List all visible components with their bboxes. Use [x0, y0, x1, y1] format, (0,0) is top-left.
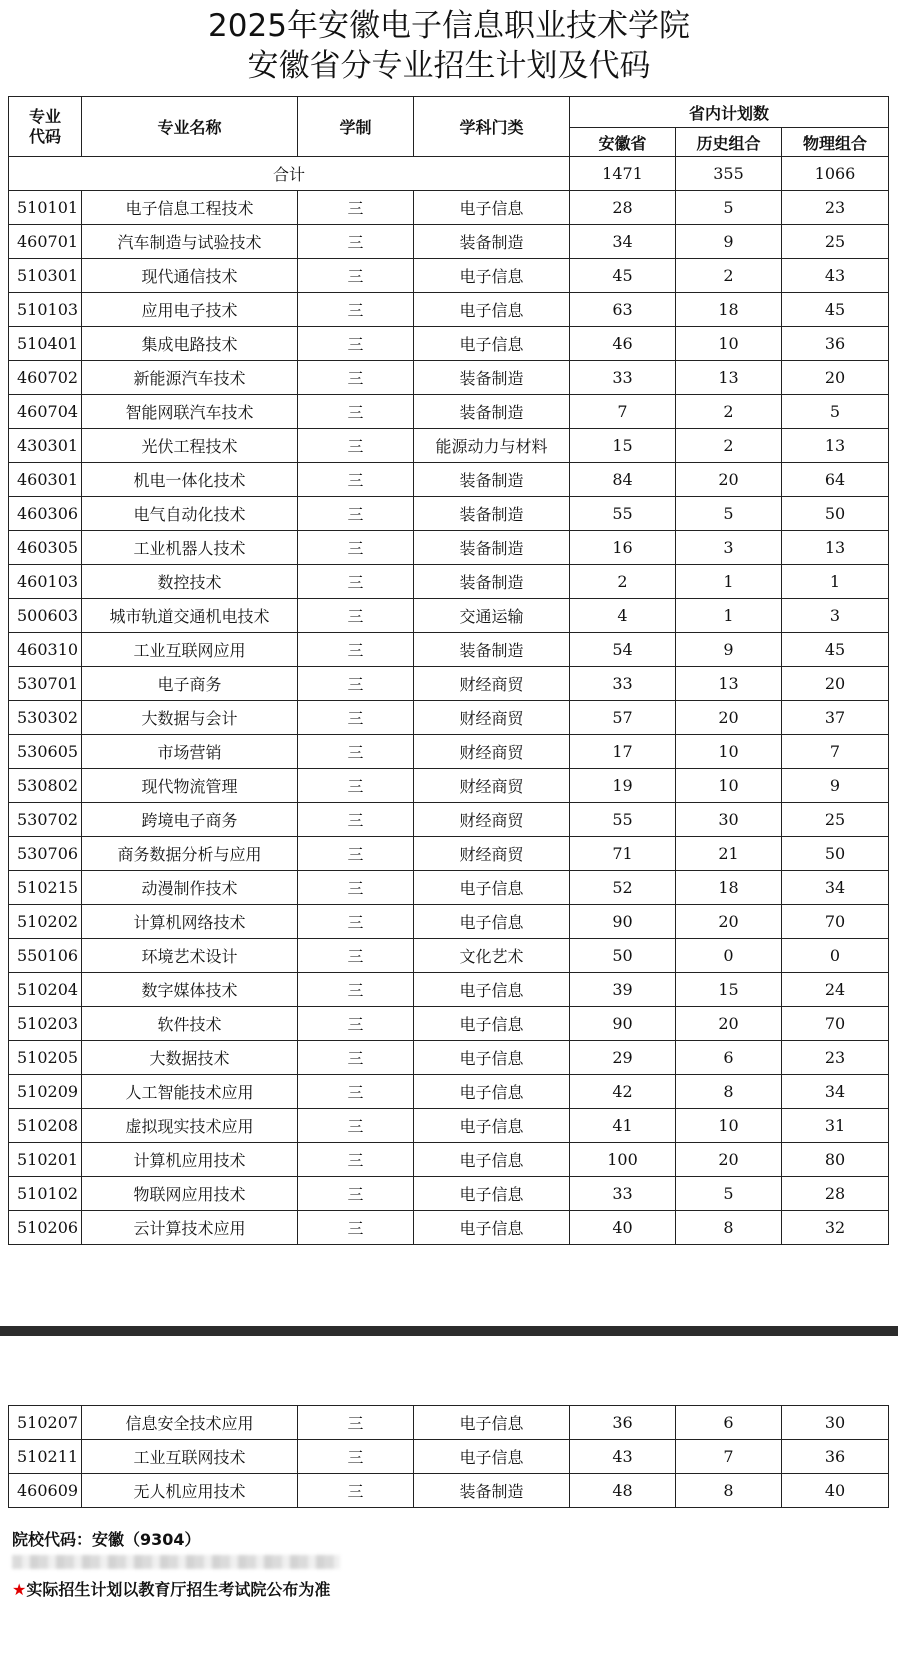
cell-category: 能源动力与材料 [414, 429, 570, 463]
cell-category: 装备制造 [414, 463, 570, 497]
header-plan-group: 省内计划数 [570, 97, 889, 128]
cell-category: 电子信息 [414, 1109, 570, 1143]
cell-years: 三 [298, 905, 414, 939]
cell-code: 510102 [9, 1177, 82, 1211]
cell-history: 20 [676, 463, 782, 497]
cell-code: 510207 [9, 1406, 82, 1440]
cell-code: 510205 [9, 1041, 82, 1075]
header-category: 学科门类 [414, 97, 570, 157]
cell-category: 电子信息 [414, 1406, 570, 1440]
cell-category: 交通运输 [414, 599, 570, 633]
cell-years: 三 [298, 1075, 414, 1109]
cell-years: 三 [298, 1474, 414, 1508]
cell-category: 电子信息 [414, 259, 570, 293]
cell-physics: 23 [782, 1041, 889, 1075]
cell-anhui: 33 [570, 361, 676, 395]
cell-history: 2 [676, 429, 782, 463]
cell-code: 530802 [9, 769, 82, 803]
table-row [9, 905, 889, 939]
cell-category: 电子信息 [414, 1177, 570, 1211]
cell-category: 财经商贸 [414, 735, 570, 769]
table-row [9, 837, 889, 871]
table-row [9, 701, 889, 735]
cell-major-name: 市场营销 [82, 735, 298, 769]
header-years: 学制 [298, 97, 414, 157]
cell-physics: 45 [782, 293, 889, 327]
cell-years: 三 [298, 1109, 414, 1143]
cell-physics: 70 [782, 905, 889, 939]
total-history: 355 [676, 157, 782, 191]
cell-years: 三 [298, 1143, 414, 1177]
cell-years: 三 [298, 973, 414, 1007]
disclaimer-text: 实际招生计划以教育厅招生考试院公布为准 [26, 1580, 331, 1599]
cell-anhui: 2 [570, 565, 676, 599]
cell-major-name: 汽车制造与试验技术 [82, 225, 298, 259]
cell-major-name: 计算机网络技术 [82, 905, 298, 939]
cell-major-name: 智能网联汽车技术 [82, 395, 298, 429]
cell-history: 7 [676, 1440, 782, 1474]
cell-category: 装备制造 [414, 1474, 570, 1508]
cell-category: 装备制造 [414, 225, 570, 259]
cell-code: 530706 [9, 837, 82, 871]
cell-physics: 20 [782, 361, 889, 395]
cell-physics: 40 [782, 1474, 889, 1508]
cell-anhui: 4 [570, 599, 676, 633]
cell-years: 三 [298, 191, 414, 225]
cell-anhui: 43 [570, 1440, 676, 1474]
cell-code: 510211 [9, 1440, 82, 1474]
cell-category: 电子信息 [414, 1143, 570, 1177]
cell-history: 9 [676, 633, 782, 667]
cell-history: 20 [676, 1143, 782, 1177]
cell-history: 9 [676, 225, 782, 259]
cell-anhui: 71 [570, 837, 676, 871]
cell-history: 1 [676, 599, 782, 633]
cell-code: 460310 [9, 633, 82, 667]
cell-physics: 25 [782, 803, 889, 837]
cell-anhui: 84 [570, 463, 676, 497]
table-row [9, 1041, 889, 1075]
cell-history: 20 [676, 1007, 782, 1041]
table-row [9, 1007, 889, 1041]
cell-years: 三 [298, 395, 414, 429]
cell-history: 1 [676, 565, 782, 599]
cell-code: 510401 [9, 327, 82, 361]
cell-major-name: 现代物流管理 [82, 769, 298, 803]
cell-years: 三 [298, 769, 414, 803]
cell-physics: 80 [782, 1143, 889, 1177]
cell-anhui: 33 [570, 667, 676, 701]
cell-anhui: 17 [570, 735, 676, 769]
table-row [9, 973, 889, 1007]
table-row [9, 803, 889, 837]
cell-major-name: 工业互联网应用 [82, 633, 298, 667]
cell-history: 3 [676, 531, 782, 565]
document-title-line2: 安徽省分专业招生计划及代码 [247, 48, 651, 84]
cell-anhui: 100 [570, 1143, 676, 1177]
table-row [9, 1211, 889, 1245]
table-row [9, 531, 889, 565]
cell-physics: 9 [782, 769, 889, 803]
cell-history: 6 [676, 1406, 782, 1440]
table-row [9, 735, 889, 769]
star-icon: ★ [12, 1580, 27, 1599]
table-row [9, 1143, 889, 1177]
cell-major-name: 机电一体化技术 [82, 463, 298, 497]
cell-years: 三 [298, 429, 414, 463]
cell-code: 510203 [9, 1007, 82, 1041]
cell-physics: 28 [782, 1177, 889, 1211]
cell-history: 10 [676, 769, 782, 803]
cell-major-name: 大数据与会计 [82, 701, 298, 735]
cell-category: 文化艺术 [414, 939, 570, 973]
table-row [9, 463, 889, 497]
cell-history: 10 [676, 735, 782, 769]
cell-code: 510103 [9, 293, 82, 327]
cell-history: 6 [676, 1041, 782, 1075]
table-row [9, 1440, 889, 1474]
cell-physics: 64 [782, 463, 889, 497]
cell-category: 财经商贸 [414, 803, 570, 837]
cell-physics: 50 [782, 837, 889, 871]
cell-history: 5 [676, 191, 782, 225]
table-row [9, 395, 889, 429]
cell-history: 2 [676, 259, 782, 293]
cell-category: 电子信息 [414, 973, 570, 1007]
cell-history: 8 [676, 1474, 782, 1508]
cell-code: 460103 [9, 565, 82, 599]
cell-code: 510201 [9, 1143, 82, 1177]
cell-physics: 34 [782, 871, 889, 905]
cell-anhui: 15 [570, 429, 676, 463]
cell-major-name: 数字媒体技术 [82, 973, 298, 1007]
table-row [9, 565, 889, 599]
table-row [9, 361, 889, 395]
cell-code: 510204 [9, 973, 82, 1007]
cell-major-name: 环境艺术设计 [82, 939, 298, 973]
cell-physics: 13 [782, 429, 889, 463]
header-history: 历史组合 [676, 128, 782, 157]
cell-physics: 23 [782, 191, 889, 225]
table-row [9, 633, 889, 667]
cell-anhui: 55 [570, 803, 676, 837]
cell-code: 510215 [9, 871, 82, 905]
table-row [9, 1177, 889, 1211]
cell-anhui: 28 [570, 191, 676, 225]
cell-anhui: 19 [570, 769, 676, 803]
cell-anhui: 33 [570, 1177, 676, 1211]
cell-code: 460704 [9, 395, 82, 429]
cell-physics: 3 [782, 599, 889, 633]
cell-physics: 7 [782, 735, 889, 769]
cell-years: 三 [298, 259, 414, 293]
cell-major-name: 应用电子技术 [82, 293, 298, 327]
cell-category: 财经商贸 [414, 769, 570, 803]
cell-history: 30 [676, 803, 782, 837]
cell-category: 装备制造 [414, 497, 570, 531]
cell-years: 三 [298, 667, 414, 701]
cell-physics: 5 [782, 395, 889, 429]
cell-category: 财经商贸 [414, 837, 570, 871]
cell-major-name: 软件技术 [82, 1007, 298, 1041]
cell-code: 460702 [9, 361, 82, 395]
cell-years: 三 [298, 497, 414, 531]
total-physics: 1066 [782, 157, 889, 191]
cell-years: 三 [298, 837, 414, 871]
cell-major-name: 计算机应用技术 [82, 1143, 298, 1177]
table-row [9, 225, 889, 259]
cell-years: 三 [298, 1211, 414, 1245]
cell-history: 8 [676, 1211, 782, 1245]
cell-years: 三 [298, 565, 414, 599]
enrollment-plan-table [8, 96, 889, 1245]
cell-code: 510206 [9, 1211, 82, 1245]
cell-code: 460305 [9, 531, 82, 565]
cell-category: 装备制造 [414, 633, 570, 667]
cell-anhui: 7 [570, 395, 676, 429]
cell-major-name: 大数据技术 [82, 1041, 298, 1075]
cell-code: 510101 [9, 191, 82, 225]
cell-category: 电子信息 [414, 191, 570, 225]
cell-major-name: 商务数据分析与应用 [82, 837, 298, 871]
cell-history: 10 [676, 1109, 782, 1143]
cell-history: 18 [676, 293, 782, 327]
cell-major-name: 人工智能技术应用 [82, 1075, 298, 1109]
cell-code: 460306 [9, 497, 82, 531]
header-code: 专业 代码 [9, 97, 82, 157]
table-row [9, 769, 889, 803]
cell-years: 三 [298, 225, 414, 259]
cell-physics: 43 [782, 259, 889, 293]
cell-physics: 37 [782, 701, 889, 735]
cell-history: 8 [676, 1075, 782, 1109]
cell-years: 三 [298, 1041, 414, 1075]
cell-physics: 50 [782, 497, 889, 531]
cell-category: 电子信息 [414, 1075, 570, 1109]
cell-years: 三 [298, 463, 414, 497]
cell-anhui: 50 [570, 939, 676, 973]
table-row [9, 497, 889, 531]
cell-years: 三 [298, 1177, 414, 1211]
table-row [9, 1474, 889, 1508]
redacted-text [12, 1555, 340, 1569]
cell-years: 三 [298, 939, 414, 973]
table-row [9, 1075, 889, 1109]
cell-category: 电子信息 [414, 1041, 570, 1075]
cell-physics: 13 [782, 531, 889, 565]
cell-years: 三 [298, 599, 414, 633]
total-anhui: 1471 [570, 157, 676, 191]
cell-anhui: 46 [570, 327, 676, 361]
cell-code: 460701 [9, 225, 82, 259]
cell-anhui: 48 [570, 1474, 676, 1508]
cell-major-name: 新能源汽车技术 [82, 361, 298, 395]
cell-category: 装备制造 [414, 565, 570, 599]
cell-years: 三 [298, 701, 414, 735]
cell-anhui: 16 [570, 531, 676, 565]
cell-anhui: 63 [570, 293, 676, 327]
cell-years: 三 [298, 361, 414, 395]
cell-code: 550106 [9, 939, 82, 973]
cell-category: 电子信息 [414, 327, 570, 361]
cell-major-name: 电子信息工程技术 [82, 191, 298, 225]
total-label: 合计 [9, 157, 570, 191]
cell-years: 三 [298, 1406, 414, 1440]
cell-history: 0 [676, 939, 782, 973]
cell-history: 5 [676, 1177, 782, 1211]
table-row [9, 1406, 889, 1440]
cell-physics: 1 [782, 565, 889, 599]
cell-category: 电子信息 [414, 1007, 570, 1041]
cell-major-name: 城市轨道交通机电技术 [82, 599, 298, 633]
total-row [9, 157, 889, 191]
cell-anhui: 42 [570, 1075, 676, 1109]
cell-major-name: 工业互联网技术 [82, 1440, 298, 1474]
table-row [9, 327, 889, 361]
cell-code: 510301 [9, 259, 82, 293]
cell-major-name: 光伏工程技术 [82, 429, 298, 463]
cell-major-name: 无人机应用技术 [82, 1474, 298, 1508]
cell-anhui: 52 [570, 871, 676, 905]
cell-history: 18 [676, 871, 782, 905]
table-row [9, 293, 889, 327]
cell-history: 20 [676, 905, 782, 939]
cell-physics: 45 [782, 633, 889, 667]
cell-code: 530605 [9, 735, 82, 769]
table-row [9, 429, 889, 463]
cell-history: 20 [676, 701, 782, 735]
cell-code: 510209 [9, 1075, 82, 1109]
cell-history: 21 [676, 837, 782, 871]
cell-anhui: 90 [570, 1007, 676, 1041]
enrollment-plan-table-continued [8, 1405, 889, 1508]
cell-major-name: 信息安全技术应用 [82, 1406, 298, 1440]
cell-anhui: 36 [570, 1406, 676, 1440]
cell-major-name: 跨境电子商务 [82, 803, 298, 837]
cell-anhui: 34 [570, 225, 676, 259]
cell-category: 电子信息 [414, 293, 570, 327]
cell-history: 10 [676, 327, 782, 361]
cell-code: 460301 [9, 463, 82, 497]
cell-anhui: 29 [570, 1041, 676, 1075]
table-row [9, 871, 889, 905]
cell-history: 5 [676, 497, 782, 531]
cell-years: 三 [298, 1007, 414, 1041]
cell-years: 三 [298, 803, 414, 837]
cell-physics: 34 [782, 1075, 889, 1109]
cell-major-name: 物联网应用技术 [82, 1177, 298, 1211]
cell-physics: 31 [782, 1109, 889, 1143]
cell-anhui: 90 [570, 905, 676, 939]
cell-anhui: 40 [570, 1211, 676, 1245]
cell-history: 2 [676, 395, 782, 429]
cell-years: 三 [298, 633, 414, 667]
school-code-note: 院校代码：安徽（9304） [12, 1530, 201, 1549]
cell-major-name: 动漫制作技术 [82, 871, 298, 905]
cell-category: 装备制造 [414, 531, 570, 565]
cell-years: 三 [298, 327, 414, 361]
cell-major-name: 现代通信技术 [82, 259, 298, 293]
cell-years: 三 [298, 293, 414, 327]
table-row [9, 599, 889, 633]
table-row [9, 667, 889, 701]
cell-category: 装备制造 [414, 395, 570, 429]
cell-category: 电子信息 [414, 1440, 570, 1474]
header-physics: 物理组合 [782, 128, 889, 157]
cell-physics: 36 [782, 1440, 889, 1474]
cell-physics: 20 [782, 667, 889, 701]
disclaimer-note [12, 1577, 330, 1600]
cell-years: 三 [298, 735, 414, 769]
cell-physics: 24 [782, 973, 889, 1007]
table-row [9, 1109, 889, 1143]
cell-code: 530702 [9, 803, 82, 837]
cell-major-name: 电气自动化技术 [82, 497, 298, 531]
cell-history: 15 [676, 973, 782, 1007]
cell-major-name: 集成电路技术 [82, 327, 298, 361]
cell-major-name: 数控技术 [82, 565, 298, 599]
cell-major-name: 工业机器人技术 [82, 531, 298, 565]
cell-category: 电子信息 [414, 871, 570, 905]
header-name: 专业名称 [82, 97, 298, 157]
cell-major-name: 电子商务 [82, 667, 298, 701]
table-row [9, 939, 889, 973]
header-anhui: 安徽省 [570, 128, 676, 157]
cell-code: 510202 [9, 905, 82, 939]
cell-code: 460609 [9, 1474, 82, 1508]
cell-category: 电子信息 [414, 1211, 570, 1245]
cell-physics: 32 [782, 1211, 889, 1245]
cell-years: 三 [298, 1440, 414, 1474]
cell-history: 13 [676, 667, 782, 701]
page-divider [0, 1326, 898, 1336]
cell-category: 财经商贸 [414, 701, 570, 735]
cell-anhui: 41 [570, 1109, 676, 1143]
cell-code: 430301 [9, 429, 82, 463]
cell-history: 13 [676, 361, 782, 395]
table-row [9, 259, 889, 293]
cell-physics: 0 [782, 939, 889, 973]
cell-years: 三 [298, 871, 414, 905]
cell-physics: 36 [782, 327, 889, 361]
cell-anhui: 54 [570, 633, 676, 667]
cell-category: 财经商贸 [414, 667, 570, 701]
cell-category: 电子信息 [414, 905, 570, 939]
cell-major-name: 虚拟现实技术应用 [82, 1109, 298, 1143]
cell-anhui: 45 [570, 259, 676, 293]
cell-anhui: 39 [570, 973, 676, 1007]
document-title-line1: 2025年安徽电子信息职业技术学院 [208, 8, 690, 44]
cell-code: 500603 [9, 599, 82, 633]
cell-physics: 25 [782, 225, 889, 259]
table-row [9, 191, 889, 225]
cell-category: 装备制造 [414, 361, 570, 395]
cell-years: 三 [298, 531, 414, 565]
cell-code: 530302 [9, 701, 82, 735]
cell-physics: 70 [782, 1007, 889, 1041]
cell-major-name: 云计算技术应用 [82, 1211, 298, 1245]
cell-anhui: 57 [570, 701, 676, 735]
cell-anhui: 55 [570, 497, 676, 531]
cell-code: 530701 [9, 667, 82, 701]
cell-physics: 30 [782, 1406, 889, 1440]
cell-code: 510208 [9, 1109, 82, 1143]
